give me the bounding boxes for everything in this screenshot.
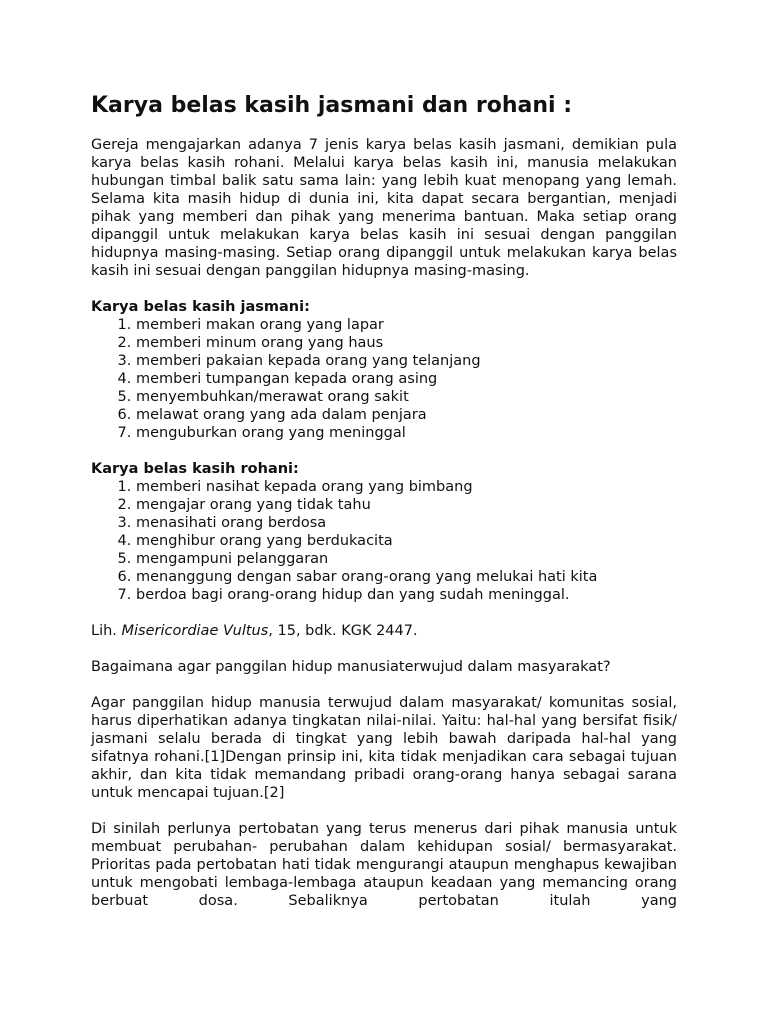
list-item: 7. menguburkan orang yang meninggal <box>136 424 677 442</box>
intro-paragraph: Gereja mengajarkan adanya 7 jenis karya belas kasih jasmani, demikian pula karya belas kasih rohani. Melalui karya belas kasih ini, manusia melakukan hubungan timbal balik satu sama lain: yang lebih kuat menopang yang lemah. Selama kita masih hidup di dunia ini, kita dapat secara bergantian, menjadi pihak yang memberi dan pihak yang menerima bantuan. Maka setiap orang dipanggil untuk melakukan karya belas kasih ini sesuai dengan panggilan hidupnya masing-masing. Setiap orang dipanggil untuk melakukan karya belas kasih ini sesuai dengan panggilan hidupnya masing-masing. <box>91 137 677 279</box>
list-item: 7. berdoa bagi orang-orang hidup dan yang sudah meninggal. <box>136 586 677 604</box>
list-item: 5. mengampuni pelanggaran <box>136 550 677 568</box>
list-item: 2. memberi minum orang yang haus <box>136 334 677 352</box>
list-item: 4. memberi tumpangan kepada orang asing <box>136 370 677 388</box>
citation-suffix: , 15, bdk. KGK 2447. <box>268 623 418 639</box>
closing-paragraph: Di sinilah perlunya pertobatan yang terus menerus dari pihak manusia untuk membuat perubahan- perubahan dalam kehidupan sosial/ bermasyarakat. Prioritas pada pertobatan hati tidak mengurangi ataupun menghapus kewajiban untuk mengobati lembaga-lembaga ataupun keadaan yang memancing orang berbuat dosa. Sebaliknya pertobatan itulah yang <box>91 821 677 909</box>
list-item: 4. menghibur orang yang berdukacita <box>136 532 677 550</box>
jasmani-heading: Karya belas kasih jasmani: <box>91 299 310 315</box>
rohani-heading: Karya belas kasih rohani: <box>91 461 299 477</box>
list-item: 6. melawat orang yang ada dalam penjara <box>136 406 677 424</box>
citation-work: Misericordiae Vultus <box>121 623 269 639</box>
document-page <box>91 88 677 928</box>
list-item: 1. memberi nasihat kepada orang yang bimbang <box>136 478 677 496</box>
citation-prefix: Lih. <box>91 623 122 639</box>
jasmani-list <box>91 316 677 442</box>
citation <box>91 622 677 640</box>
answer-paragraph: Agar panggilan hidup manusia terwujud dalam masyarakat/ komunitas sosial, harus diperhatikan adanya tingkatan nilai-nilai. Yaitu: hal-hal yang bersifat fisik/ jasmani selalu berada di tingkat yang lebih bawah daripada hal-hal yang sifatnya rohani.[1]Dengan prinsip ini, kita tidak menjadikan cara sebagai tujuan akhir, dan kita tidak memandang pribadi orang-orang hanya sebagai sarana untuk mencapai tujuan.[2] <box>91 695 677 801</box>
list-item: 6. menanggung dengan sabar orang-orang yang melukai hati kita <box>136 568 677 586</box>
list-item: 5. menyembuhkan/merawat orang sakit <box>136 388 677 406</box>
rohani-list <box>91 478 677 604</box>
question-paragraph: Bagaimana agar panggilan hidup manusiaterwujud dalam masyarakat? <box>91 659 611 675</box>
list-item: 1. memberi makan orang yang lapar <box>136 316 677 334</box>
page-title: Karya belas kasih jasmani dan rohani : <box>91 93 572 118</box>
list-item: 3. memberi pakaian kepada orang yang telanjang <box>136 352 677 370</box>
list-item: 3. menasihati orang berdosa <box>136 514 677 532</box>
list-item: 2. mengajar orang yang tidak tahu <box>136 496 677 514</box>
